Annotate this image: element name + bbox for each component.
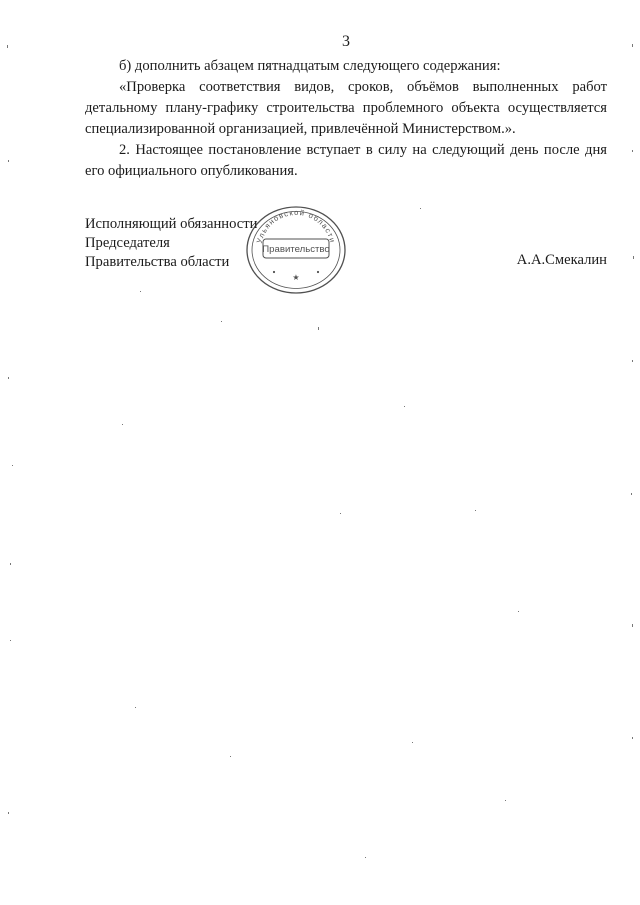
paragraph-amendment-intro: б) дополнить абзацем пятнадцатым следующего содержания: [119, 58, 501, 74]
document-body [85, 56, 607, 182]
signatory-title-line: Правительства области [85, 254, 230, 270]
signatory-title-line: Исполняющий обязанности [85, 216, 258, 232]
signatory-name: А.А.Смекалин [516, 252, 607, 268]
signatory-title-line: Председателя [85, 235, 170, 251]
page-number: 3 [342, 33, 350, 50]
official-seal-stamp [240, 204, 352, 296]
svg-text:★: ★ [292, 273, 300, 282]
paragraph-effective-date: 2. Настоящее постановление вступает в силу на следующий день после дня его официального опубликования. [85, 142, 607, 179]
signatory-title [85, 215, 257, 272]
seal-outer-text: Ульяновской области [254, 207, 338, 245]
seal-center-text: Правительство [262, 244, 330, 255]
paragraph-amendment-text: «Проверка соответствия видов, сроков, объёмов выполненных работ детальному плану-графику строительства проблемного объекта осуществляется специализированной организацией, привлечённой Министерством.». [85, 79, 607, 137]
